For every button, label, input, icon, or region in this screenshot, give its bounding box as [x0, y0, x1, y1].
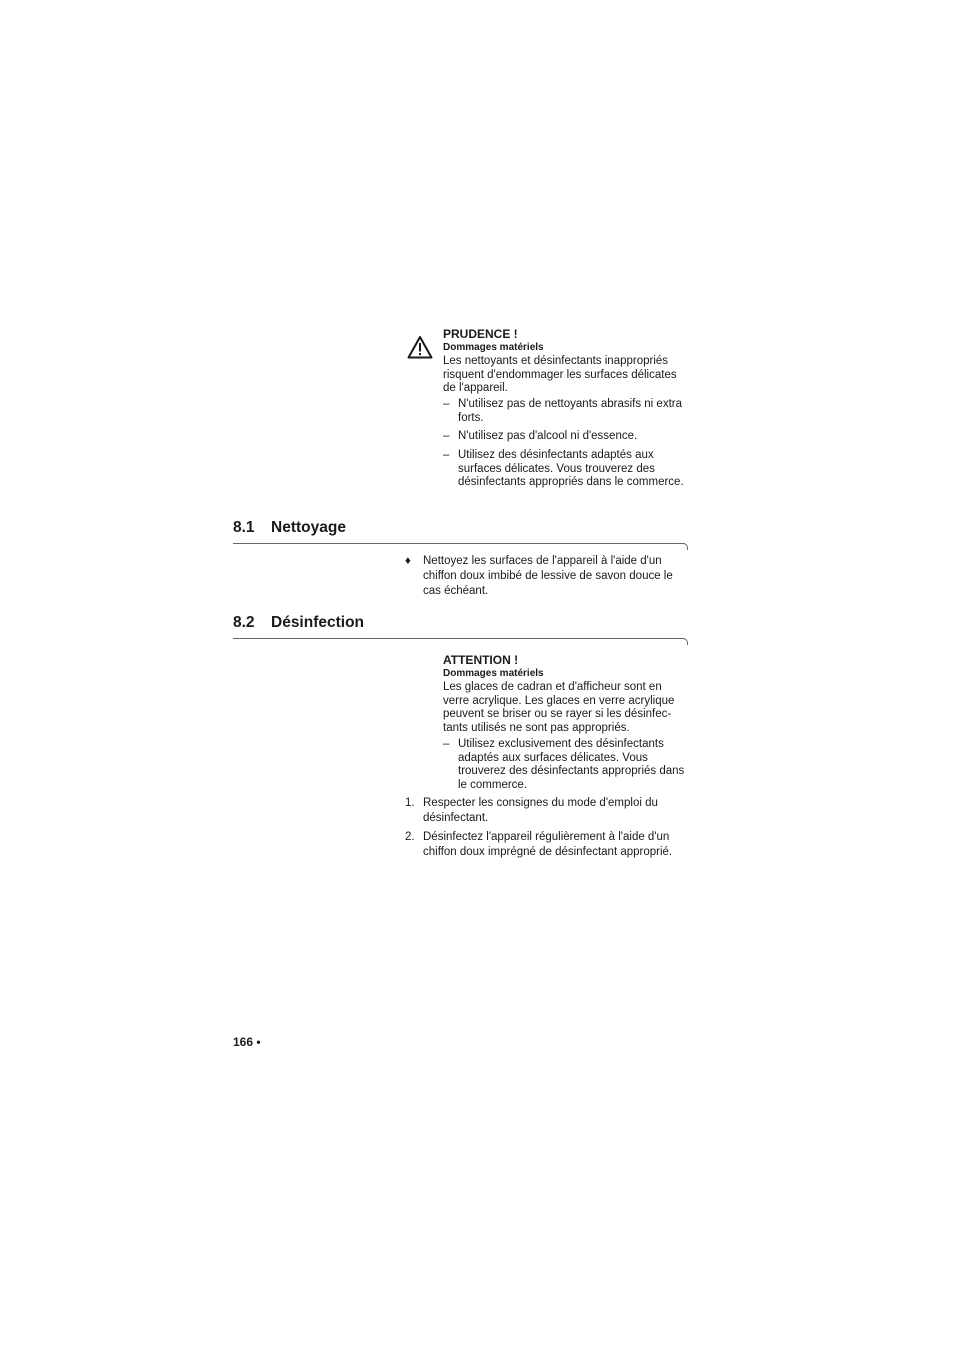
- caution-item-text: N'utilisez pas d'alcool ni d'essence.: [458, 430, 638, 442]
- attention-list-item: [443, 738, 693, 792]
- step-number: 1.: [405, 797, 415, 809]
- section-divider: [233, 543, 685, 544]
- section-title: Désinfection: [271, 614, 365, 631]
- caution-title: PRUDENCE !: [443, 327, 518, 341]
- caution-text: Les nettoyants et désinfectants inappropriés risquent d'endommager les surfaces délicates de l'appareil.: [443, 355, 677, 395]
- numbered-step: [405, 830, 695, 860]
- page-number: 166 •: [233, 1035, 261, 1049]
- section-number: 8.2: [233, 614, 255, 631]
- attention-subtitle: Dommages matériels: [443, 668, 544, 679]
- caution-item-text: Utilisez des désinfectants adaptés aux surfaces délicates. Vous trouverez des désinfectants appropriés dans le commerce.: [458, 449, 684, 489]
- dash-marker: –: [443, 398, 450, 410]
- dash-marker: –: [443, 449, 450, 461]
- caution-item-text: N'utilisez pas de nettoyants abrasifs ni extra forts.: [458, 398, 683, 424]
- attention-item-text: Utilisez exclusivement des désinfectants adaptés aux surfaces délicates. Vous trouverez des désinfectants appropriés dans le commerce.: [458, 738, 685, 791]
- caution-list-item: [443, 398, 693, 425]
- section-number: 8.1: [233, 519, 255, 536]
- attention-title: ATTENTION !: [443, 653, 519, 667]
- caution-list-item: [443, 430, 693, 444]
- section-heading-desinfection: [233, 614, 364, 632]
- section-heading-nettoyage: [233, 519, 346, 537]
- step-text: Respecter les consignes du mode d'emploi du désinfectant.: [423, 797, 658, 824]
- bullet-diamond: ♦: [405, 555, 411, 567]
- section-title: Nettoyage: [271, 519, 346, 536]
- bullet-text: Nettoyez les surfaces de l'appareil à l'aide d'un chiffon doux imbibé de lessive de savon douce le cas échéant.: [423, 555, 673, 597]
- section-divider: [233, 638, 685, 639]
- numbered-step: [405, 796, 695, 826]
- attention-text: Les glaces de cadran et d'afficheur sont en verre acrylique. Les glaces en verre acrylique peuvent se briser ou se rayer si les désinfec-tants utilisés ne sont pas appropriés.: [443, 681, 675, 734]
- step-number: 2.: [405, 831, 415, 843]
- caution-list-item: [443, 449, 693, 490]
- section-divider-hook: [683, 543, 688, 550]
- step-text: Désinfectez l'appareil régulièrement à l'aide d'un chiffon doux imprégné de désinfectant approprié.: [423, 831, 673, 858]
- dash-marker: –: [443, 430, 450, 442]
- dash-marker: –: [443, 738, 450, 750]
- caution-subtitle: Dommages matériels: [443, 342, 544, 353]
- warning-triangle-icon: [407, 335, 433, 359]
- section-divider-hook: [683, 638, 688, 645]
- bullet-item: [405, 554, 695, 599]
